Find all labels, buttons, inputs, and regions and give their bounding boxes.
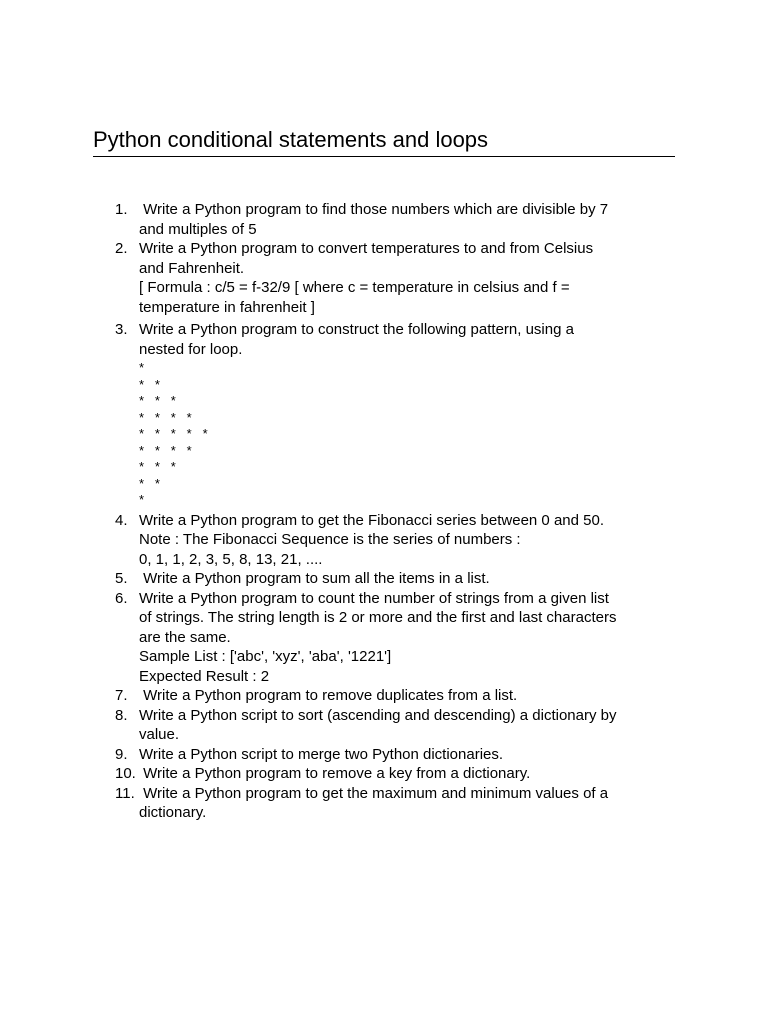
item-text: and multiples of 5 [139, 220, 257, 238]
list-item [0, 320, 679, 509]
item-number: 8. [115, 706, 128, 724]
item-number: 4. [115, 511, 128, 529]
list-item [0, 706, 679, 745]
page-title: Python conditional statements and loops [93, 127, 489, 152]
item-text: of strings. The string length is 2 or more and the first and last characters [139, 609, 617, 626]
list-item [0, 745, 679, 765]
item-text: Write a Python program to sum all the items in a list. [139, 570, 490, 587]
list-item [0, 200, 679, 239]
item-text: Sample List : ['abc', 'xyz', 'aba', '1221'] [139, 648, 392, 665]
item-number: 11. [115, 784, 135, 802]
title-underline [93, 156, 675, 157]
item-text: Note : The Fibonacci Sequence is the series of numbers : [139, 531, 521, 548]
pattern-row: * * * * [139, 409, 192, 425]
item-number: 9. [115, 745, 128, 763]
pattern-row: * * * [139, 393, 176, 408]
list-item [0, 784, 679, 823]
list-item [0, 239, 679, 317]
item-text: Expected Result : 2 [139, 667, 270, 685]
list-item [0, 511, 679, 570]
pattern-row: * * * [139, 459, 176, 474]
item-text: Write a Python program to find those numbers which are divisible by 7 [139, 201, 609, 218]
item-text: are the same. [139, 628, 231, 646]
item-text: dictionary. [139, 804, 207, 821]
item-text: and Fahrenheit. [139, 259, 245, 277]
item-text: Write a Python script to sort (ascending and descending) a dictionary by [139, 706, 617, 724]
item-text: Write a Python program to remove duplicates from a list. [139, 687, 518, 704]
item-text: temperature in fahrenheit ] [139, 298, 315, 316]
pattern-row: * * * * * [139, 426, 208, 441]
list-item [0, 569, 679, 589]
item-text: Write a Python program to remove a key from a dictionary. [139, 765, 531, 782]
pattern-row: * [139, 492, 145, 507]
star-pattern [139, 360, 679, 509]
pattern-row: * * * * [139, 442, 192, 458]
exercise-list [0, 200, 768, 823]
item-text: Write a Python program to convert temperatures to and from Celsius [139, 240, 594, 257]
item-number: 3. [115, 321, 128, 338]
item-text: value. [139, 726, 180, 743]
item-text: Write a Python program to get the maximum and minimum values of a [139, 784, 609, 802]
list-item [0, 589, 679, 687]
item-text: Write a Python program to count the number of strings from a given list [139, 589, 609, 607]
item-number: 5. [115, 570, 128, 587]
item-number: 10. [115, 765, 136, 782]
item-text: Write a Python program to construct the following pattern, using a [139, 321, 574, 338]
item-text: [ Formula : c/5 = f-32/9 [ where c = temperature in celsius and f = [139, 279, 570, 296]
item-text: Write a Python script to merge two Python dictionaries. [139, 745, 504, 763]
item-number: 2. [115, 240, 128, 257]
item-number: 6. [115, 589, 128, 607]
list-item [0, 764, 679, 784]
pattern-row: * * [139, 475, 160, 491]
item-number: 7. [115, 687, 128, 704]
item-text: 0, 1, 1, 2, 3, 5, 8, 13, 21, .... [139, 550, 323, 568]
pattern-row: * [139, 360, 145, 375]
item-number: 1. [115, 201, 128, 218]
list-item [0, 686, 679, 706]
item-text: nested for loop. [139, 340, 243, 358]
pattern-row: * * [139, 376, 160, 392]
item-text: Write a Python program to get the Fibonacci series between 0 and 50. [139, 511, 604, 529]
